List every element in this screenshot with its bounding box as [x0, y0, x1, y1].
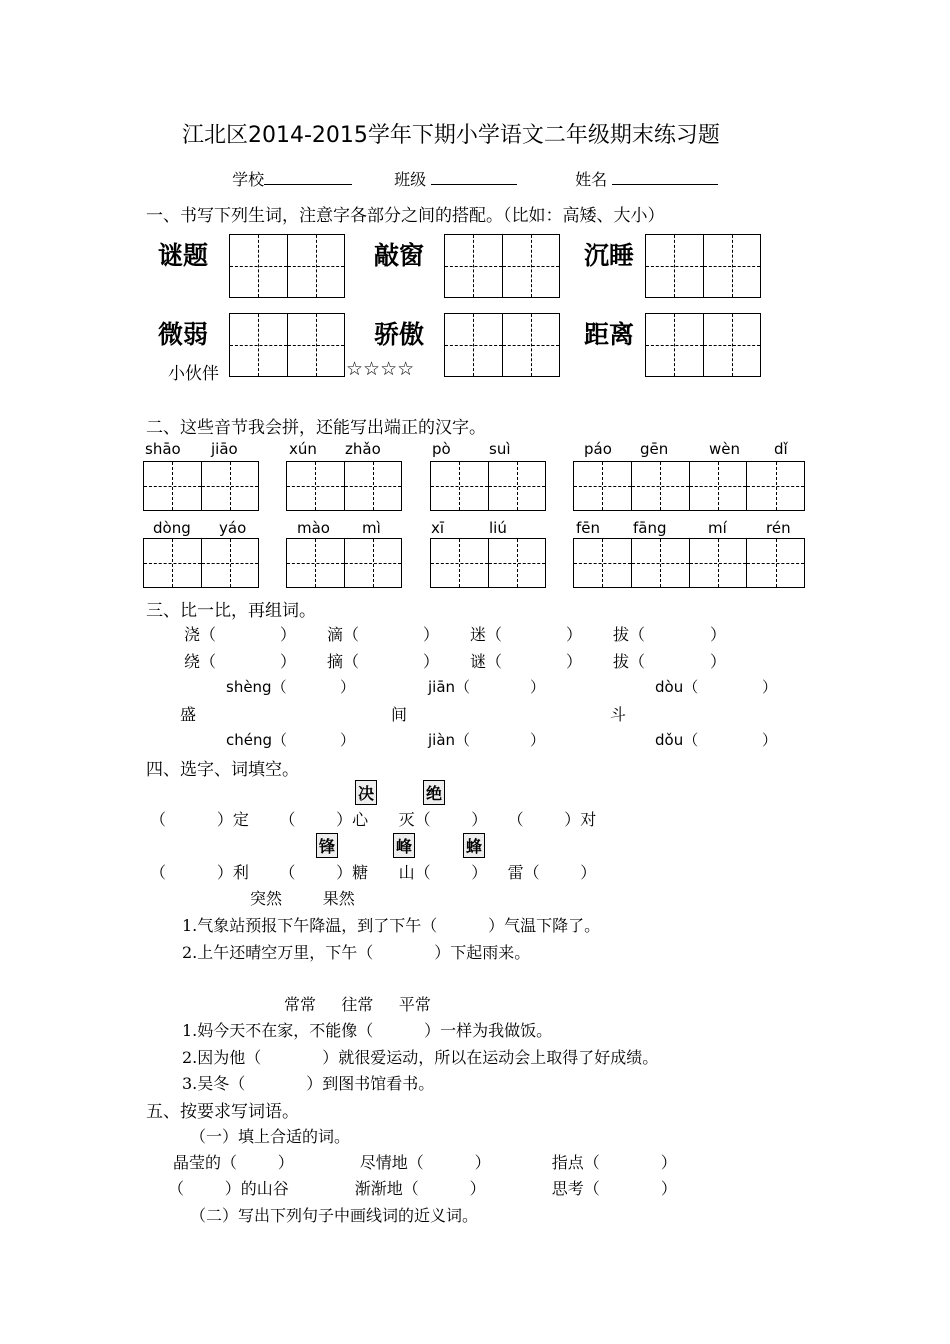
poly-reading: dòu（: [655, 678, 699, 696]
class-info: [384, 148, 517, 190]
word-3: 沉睡: [584, 241, 635, 270]
blank-close[interactable]: ）: [280, 625, 297, 644]
section-2-heading: 二、这些音节我会拼，还能写出端正的汉字。: [146, 418, 486, 438]
rating-label: 小伙伴: [168, 364, 219, 384]
section-5-heading: 五、按要求写词语。: [146, 1102, 299, 1122]
poly-reading: shèng（: [226, 678, 287, 696]
pinyin: shāo: [145, 440, 181, 458]
blank-close[interactable]: ）: [710, 625, 727, 644]
poly-char: 间: [391, 705, 408, 724]
poly-reading: dǒu（: [655, 731, 699, 749]
pinyin: wèn: [709, 440, 741, 458]
writing-grid[interactable]: [143, 538, 259, 588]
blank-close[interactable]: ）: [566, 652, 583, 671]
writing-grid[interactable]: [573, 538, 805, 588]
pinyin: dǐ: [774, 440, 788, 458]
pinyin: páo: [584, 440, 612, 458]
blank-close[interactable]: ）: [710, 652, 727, 671]
school-label: 学校: [232, 170, 265, 189]
writing-grid[interactable]: [229, 313, 345, 377]
writing-grid[interactable]: [444, 234, 560, 298]
info-row: [222, 148, 352, 190]
poly-char: 盛: [180, 705, 197, 724]
fill-line[interactable]: 晶莹的（ ） 尽情地（ ） 指点（ ）: [173, 1153, 677, 1172]
class-label: 班级: [394, 170, 427, 189]
pinyin: mí: [708, 519, 727, 537]
writing-grid[interactable]: [645, 234, 761, 298]
blank-close[interactable]: ）: [762, 731, 778, 749]
writing-grid[interactable]: [573, 461, 805, 511]
pinyin: xún: [289, 440, 317, 458]
name-label: 姓名: [575, 170, 608, 189]
choice-char: 绝: [423, 780, 445, 805]
writing-grid[interactable]: [286, 461, 402, 511]
section-4-heading: 四、选字、词填空。: [146, 760, 299, 780]
writing-grid[interactable]: [229, 234, 345, 298]
pinyin: pò: [432, 440, 451, 458]
poly-reading: jiàn（: [428, 731, 471, 749]
school-field[interactable]: [264, 168, 352, 185]
pinyin: jiāo: [211, 440, 238, 458]
choice-char: 决: [355, 780, 377, 805]
blank-close[interactable]: ）: [530, 731, 546, 749]
pinyin: zhǎo: [345, 440, 381, 458]
writing-grid[interactable]: [286, 538, 402, 588]
blank-close[interactable]: ）: [566, 625, 583, 644]
compare-item: 拔（: [613, 625, 646, 644]
section-1-heading: 一、书写下列生词，注意字各部分之间的搭配。（比如：高矮、大小）: [146, 206, 665, 226]
compare-item: 滴（: [327, 625, 360, 644]
class-field[interactable]: [431, 168, 517, 185]
fill-line[interactable]: （ ）定 （ ）心 灭（ ） （ ）对: [150, 810, 597, 829]
pinyin: liú: [489, 519, 507, 537]
fill-line[interactable]: （ ）利 （ ）糖 山（ ） 雷（ ）: [150, 863, 597, 882]
compare-item: 谜（: [470, 652, 503, 671]
choice-char: 蜂: [463, 833, 485, 858]
writing-grid[interactable]: [430, 461, 546, 511]
name-info: [565, 148, 718, 190]
word-2: 敲窗: [374, 241, 425, 270]
compare-item: 迷（: [470, 625, 503, 644]
page-title: 江北区2014-2015学年下期小学语文二年级期末练习题: [182, 123, 720, 148]
word-1: 谜题: [158, 241, 209, 270]
compare-item: 绕（: [184, 652, 217, 671]
writing-grid[interactable]: [430, 538, 546, 588]
subsection-heading: （二）写出下列句子中画线词的近义词。: [190, 1206, 479, 1225]
blank-close[interactable]: ）: [762, 678, 778, 696]
choice-char: 峰: [393, 833, 415, 858]
blank-close[interactable]: ）: [340, 678, 356, 696]
word-choices: 常常 往常 平常: [284, 995, 431, 1014]
compare-item: 摘（: [327, 652, 360, 671]
pinyin: mì: [362, 519, 381, 537]
name-field[interactable]: [612, 168, 718, 185]
poly-char: 斗: [610, 705, 627, 724]
writing-grid[interactable]: [444, 313, 560, 377]
pinyin: suì: [489, 440, 511, 458]
word-6: 距离: [584, 320, 635, 349]
word-choices: 突然 果然: [250, 889, 355, 908]
blank-close[interactable]: ）: [340, 731, 356, 749]
fill-sentence[interactable]: 1.气象站预报下午降温，到了下午（ ）气温下降了。: [182, 916, 601, 935]
subsection-heading: （一）填上合适的词。: [190, 1127, 351, 1146]
writing-grid[interactable]: [645, 313, 761, 377]
writing-grid[interactable]: [143, 461, 259, 511]
compare-item: 拔（: [613, 652, 646, 671]
fill-line[interactable]: （ ）的山谷 渐渐地（ ） 思考（ ）: [168, 1179, 677, 1198]
pinyin: fāng: [633, 519, 667, 537]
pinyin: yáo: [219, 519, 247, 537]
choice-char: 锋: [316, 833, 338, 858]
section-3-heading: 三、比一比，再组词。: [146, 601, 316, 621]
fill-sentence[interactable]: 2.因为他（ ）就很爱运动，所以在运动会上取得了好成绩。: [182, 1048, 659, 1067]
fill-sentence[interactable]: 3.吴冬（ ）到图书馆看书。: [182, 1074, 435, 1093]
poly-reading: chéng（: [226, 731, 288, 749]
blank-close[interactable]: ）: [280, 652, 297, 671]
pinyin: rén: [766, 519, 791, 537]
word-4: 微弱: [158, 320, 209, 349]
blank-close[interactable]: ）: [423, 652, 440, 671]
compare-item: 浇（: [184, 625, 217, 644]
rating-stars[interactable]: ☆☆☆☆: [346, 358, 415, 380]
pinyin: mào: [297, 519, 330, 537]
blank-close[interactable]: ）: [530, 678, 546, 696]
fill-sentence[interactable]: 1.妈今天不在家，不能像（ ）一样为我做饭。: [182, 1021, 553, 1040]
poly-reading: jiān（: [428, 678, 471, 696]
word-5: 骄傲: [374, 320, 425, 349]
pinyin: gēn: [640, 440, 669, 458]
pinyin: xī: [431, 519, 445, 537]
pinyin: dòng: [153, 519, 191, 537]
fill-sentence[interactable]: 2.上午还晴空万里，下午（ ）下起雨来。: [182, 943, 531, 962]
blank-close[interactable]: ）: [423, 625, 440, 644]
pinyin: fēn: [576, 519, 601, 537]
